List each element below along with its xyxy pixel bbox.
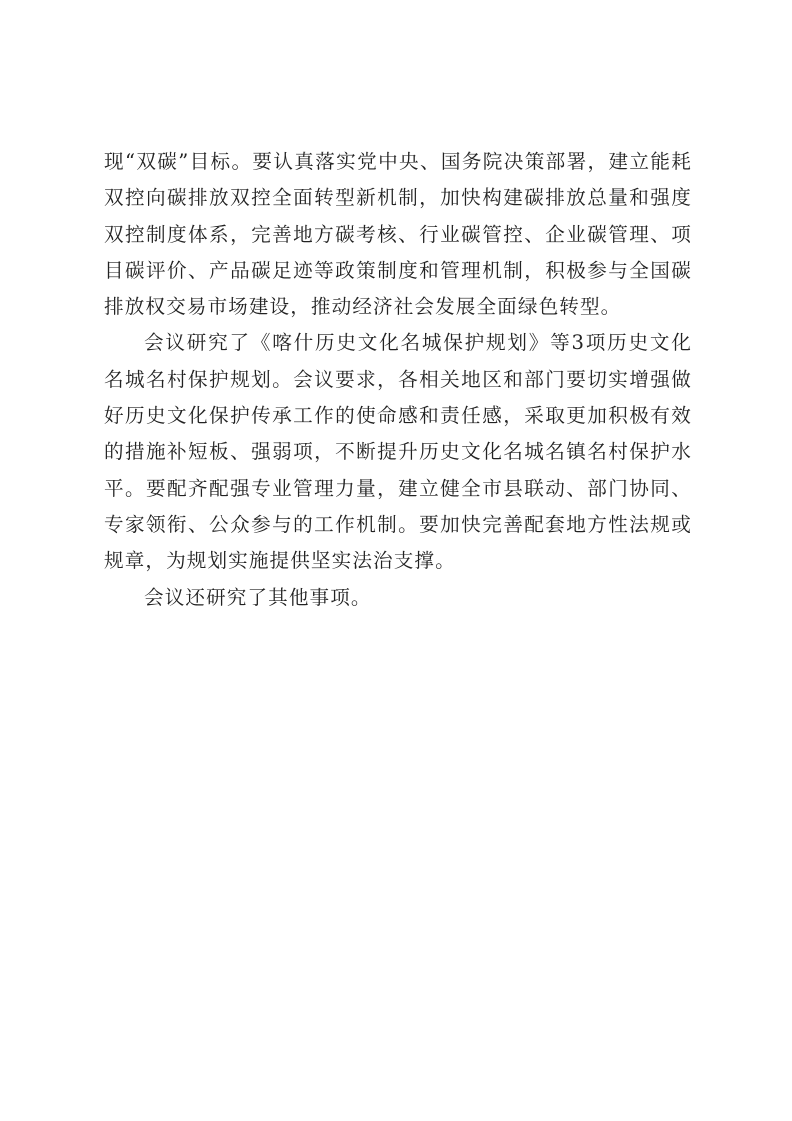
paragraph-dual-carbon: 现“双碳”目标。要认真落实党中央、国务院决策部署，建立能耗双控向碳排放双控全面转型新机制，加快构建碳排放总量和强度双控制度体系，完善地方碳考核、行业碳管控、企业碳管理、项目碳评价、产品碳足迹等政策制度和管理机制，积极参与全国碳排放权交易市场建设，推动经济社会发展全面绿色转型。 [104,150,692,319]
paragraph-historic-city-protection: 会议研究了《喀什历史文化名城保护规划》等3项历史文化名城名村保护规划。会议要求，各相关地区和部门要切实增强做好历史文化保护传承工作的使命感和责任感，采取更加积极有效的措施补短板、强弱项，不断提升历史文化名城名镇名村保护水平。要配齐配强专业管理力量，建立健全市县联动、部门协同、专家领衔、公众参与的工作机制。要加快完善配套地方性法规或规章，为规划实施提供坚实法治支撑。 [104,331,692,573]
paragraph-other-matters: 会议还研究了其他事项。 [144,585,372,609]
document-body [104,144,692,616]
